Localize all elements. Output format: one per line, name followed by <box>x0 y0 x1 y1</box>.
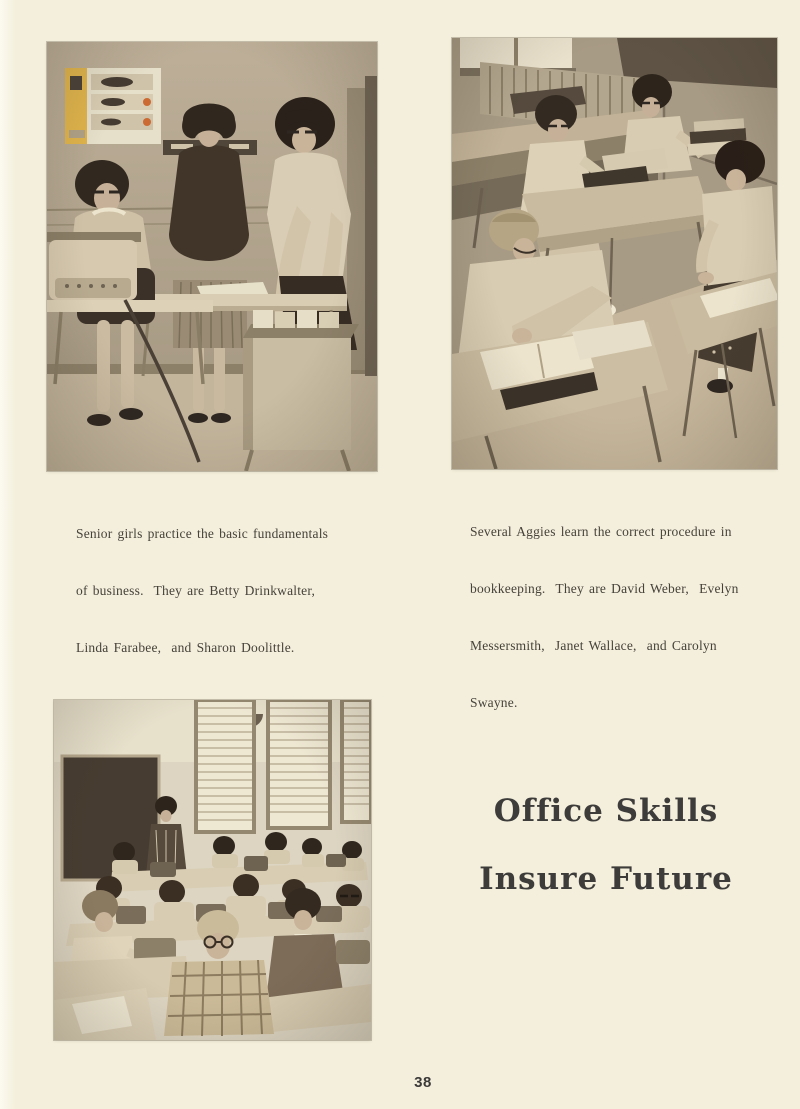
photo-typing-practice-illustration <box>47 42 377 471</box>
photo-bookkeeping-class <box>452 38 777 469</box>
photo-typing-classroom <box>54 700 371 1040</box>
caption-line: bookkeeping. They are David Weber, Evelyn <box>470 581 739 596</box>
typewriter <box>47 232 141 300</box>
blackboard <box>62 756 159 880</box>
caption-line: Messersmith, Janet Wallace, and Carolyn <box>470 638 717 653</box>
caption-line: of business. They are Betty Drinkwalter, <box>76 583 316 598</box>
photo-typing-practice <box>47 42 377 471</box>
filing-box <box>243 310 359 471</box>
headline-line1: Office Skills <box>493 793 719 829</box>
caption-bookkeeping <box>470 484 776 750</box>
photo-typing-classroom-illustration <box>54 700 371 1040</box>
caption-line: Several Aggies learn the correct procedure in <box>470 524 732 539</box>
headline-line2: Insure Future <box>479 861 733 898</box>
wall-poster <box>65 68 161 144</box>
caption-line: Swayne. <box>470 695 518 710</box>
caption-line: Senior girls practice the basic fundamentals <box>76 526 329 541</box>
curtain <box>365 76 377 376</box>
page-number: 38 <box>414 1074 432 1091</box>
photo-bookkeeping-illustration <box>452 38 777 469</box>
headline <box>428 793 784 898</box>
caption-line: Linda Farabee, and Sharon Doolittle. <box>76 640 295 655</box>
windows <box>196 700 371 832</box>
